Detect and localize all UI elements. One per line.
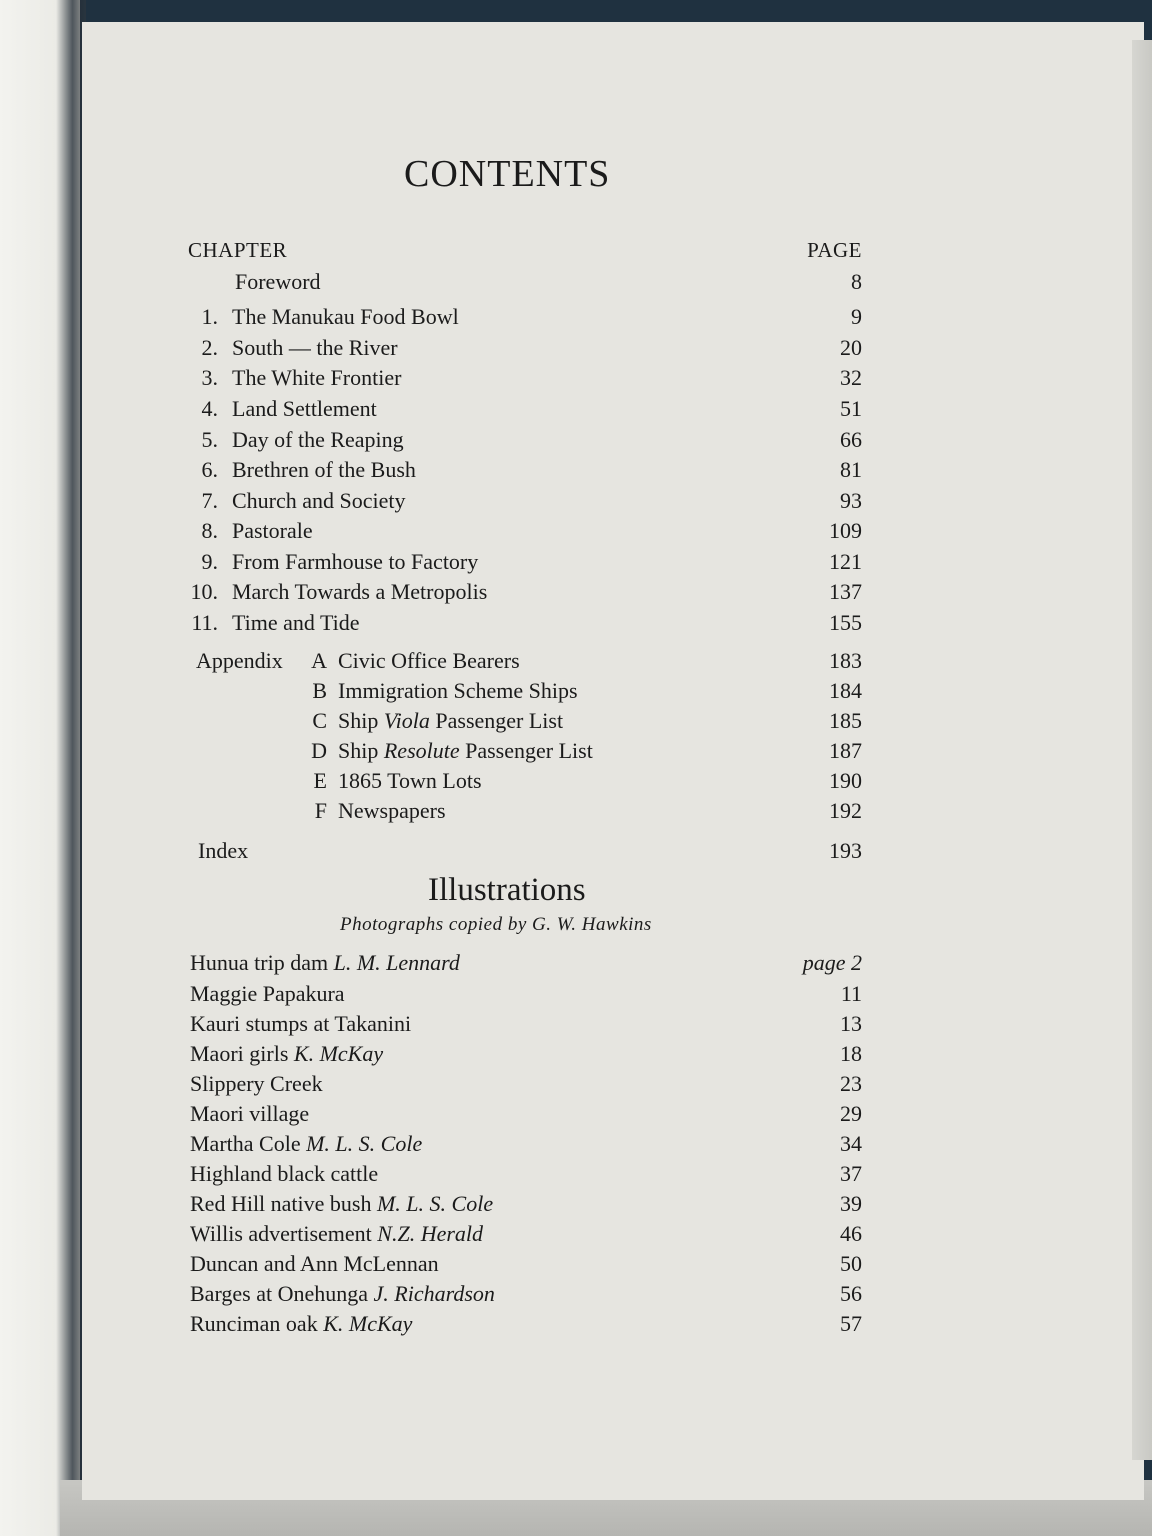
- illustration-title: Martha Cole: [190, 1131, 307, 1156]
- illustration-title: Kauri stumps at Takanini: [190, 1011, 412, 1036]
- illustration-credit: L. M. Lennard: [333, 950, 460, 975]
- illustration-title: Duncan and Ann McLennan: [190, 1251, 439, 1276]
- appendix-page: 185: [829, 708, 862, 733]
- index-page: 193: [829, 838, 862, 863]
- illustration-caption: [190, 1161, 378, 1187]
- chapter-number: 7.: [201, 488, 218, 513]
- chapter-row: [0, 579, 1152, 609]
- appendix-letter: A: [311, 648, 327, 673]
- appendix-title: [338, 798, 446, 824]
- appendix-page: 192: [829, 798, 862, 823]
- chapter-title: Church and Society: [232, 488, 406, 513]
- chapter-row: [0, 427, 1152, 457]
- illustration-row: [0, 1011, 1152, 1041]
- chapter-page: 121: [829, 549, 862, 574]
- illustration-row: [0, 1281, 1152, 1311]
- chapter-number: 1.: [201, 304, 218, 329]
- illustration-page: 18: [840, 1041, 862, 1066]
- illustration-caption: [190, 1071, 323, 1097]
- illustration-page: 13: [840, 1011, 862, 1036]
- chapter-number: 8.: [201, 518, 218, 543]
- appendix-title-text: Newspapers: [338, 798, 446, 823]
- chapter-row: [0, 610, 1152, 640]
- illustration-credit: M. L. S. Cole: [376, 1191, 494, 1216]
- chapter-page: 81: [840, 457, 862, 482]
- appendix-page: 184: [829, 678, 862, 703]
- illustration-title: Hunua trip dam: [190, 950, 334, 975]
- illustration-credit: J. Richardson: [373, 1281, 495, 1306]
- illustration-page: 11: [840, 981, 862, 1006]
- appendix-ship-name: Resolute: [383, 738, 460, 763]
- illustration-caption: [190, 1131, 422, 1157]
- illustration-row: [0, 1311, 1152, 1341]
- appendix-row: [0, 798, 1152, 828]
- chapter-page: 109: [829, 518, 862, 543]
- chapter-row: [0, 269, 1152, 299]
- chapter-title: March Towards a Metropolis: [232, 579, 488, 604]
- illustrations-heading: Illustrations: [428, 872, 586, 908]
- chapter-row: [0, 457, 1152, 487]
- appendix-row: [0, 708, 1152, 738]
- illustration-row: [0, 950, 1152, 980]
- index-entry: [0, 838, 1152, 868]
- illustration-title: Runciman oak: [190, 1311, 324, 1336]
- chapter-number: 10.: [190, 579, 218, 604]
- chapter-number: 2.: [201, 335, 218, 360]
- page-column-header: PAGE: [807, 238, 862, 262]
- illustration-page: 56: [840, 1281, 862, 1306]
- chapter-number: 6.: [201, 457, 218, 482]
- illustrations-subtitle: Photographs copied by G. W. Hawkins: [340, 914, 652, 935]
- appendix-row: [0, 768, 1152, 798]
- illustration-caption: [190, 1311, 412, 1337]
- appendix-letter: B: [312, 678, 327, 703]
- illustration-title: Highland black cattle: [190, 1161, 379, 1186]
- chapter-row: [0, 518, 1152, 548]
- illustration-caption: [190, 1221, 483, 1247]
- illustration-row: [0, 1161, 1152, 1191]
- illustration-caption: [190, 1101, 309, 1127]
- chapter-column-header: CHAPTER: [188, 238, 288, 262]
- illustration-page: 39: [840, 1191, 862, 1216]
- illustration-page: 57: [840, 1311, 862, 1336]
- illustration-caption: [190, 1251, 439, 1277]
- illustration-title: Willis advertisement: [190, 1221, 378, 1246]
- illustration-caption: [190, 981, 345, 1007]
- chapter-page: 51: [840, 396, 862, 421]
- illustration-page: 37: [840, 1161, 862, 1186]
- appendix-title: [338, 678, 578, 704]
- appendix-title-text: Passenger List: [459, 738, 593, 763]
- illustration-page: 46: [840, 1221, 862, 1246]
- illustration-row: [0, 1221, 1152, 1251]
- appendix-title: [338, 708, 563, 734]
- appendix-title-text: Ship: [338, 708, 384, 733]
- appendix-page: 187: [829, 738, 862, 763]
- chapter-number: 9.: [201, 549, 218, 574]
- illustration-page: 34: [840, 1131, 862, 1156]
- illustration-page: page 2: [802, 950, 862, 975]
- illustration-credit: K. McKay: [323, 1311, 413, 1336]
- illustration-row: [0, 981, 1152, 1011]
- illustration-title: Maggie Papakura: [190, 981, 345, 1006]
- chapter-title: South — the River: [232, 335, 398, 360]
- illustration-credit: M. L. S. Cole: [306, 1131, 423, 1156]
- appendix-title-text: Civic Office Bearers: [338, 648, 520, 673]
- chapter-page: 66: [840, 427, 862, 452]
- chapter-page: 137: [829, 579, 862, 604]
- illustration-credit: K. McKay: [293, 1041, 384, 1066]
- chapter-page: 20: [840, 335, 862, 360]
- chapter-row: [0, 335, 1152, 365]
- appendix-letter: C: [312, 708, 327, 733]
- appendix-ship-name: Viola: [383, 708, 430, 733]
- appendix-page: 183: [829, 648, 862, 673]
- chapter-title: Land Settlement: [232, 396, 377, 421]
- illustration-row: [0, 1131, 1152, 1161]
- chapter-row: [0, 488, 1152, 518]
- appendix-row: [0, 648, 1152, 678]
- appendix-letter: E: [313, 768, 327, 793]
- appendix-title-text: Immigration Scheme Ships: [338, 678, 578, 703]
- illustration-title: Maori girls: [190, 1041, 294, 1066]
- appendix-row: [0, 678, 1152, 708]
- illustration-row: [0, 1101, 1152, 1131]
- appendix-title: [338, 648, 520, 674]
- illustration-title: Barges at Onehunga: [190, 1281, 374, 1306]
- chapter-row: [0, 365, 1152, 395]
- illustration-caption: [190, 1041, 383, 1067]
- chapter-title: Brethren of the Bush: [232, 457, 416, 482]
- appendix-title-text: 1865 Town Lots: [338, 768, 482, 793]
- appendix-label: Appendix: [196, 648, 283, 673]
- illustration-row: [0, 1071, 1152, 1101]
- chapter-title: Day of the Reaping: [232, 427, 404, 452]
- illustration-row: [0, 1191, 1152, 1221]
- chapter-title: From Farmhouse to Factory: [232, 549, 479, 574]
- appendix-letter: D: [311, 738, 327, 763]
- appendix-letter: F: [314, 798, 327, 823]
- chapter-title: The Manukau Food Bowl: [232, 304, 459, 329]
- appendix-title-text: Passenger List: [429, 708, 564, 733]
- chapter-row: [0, 396, 1152, 426]
- illustration-credit: N.Z. Herald: [377, 1221, 484, 1246]
- illustration-caption: [190, 950, 460, 976]
- chapter-title: Pastorale: [232, 518, 313, 543]
- appendix-row: [0, 738, 1152, 768]
- chapter-number: 5.: [201, 427, 218, 452]
- chapter-page: 155: [829, 610, 862, 635]
- chapter-row: [0, 549, 1152, 579]
- chapter-title: Foreword: [235, 269, 321, 294]
- page-title: CONTENTS: [404, 153, 611, 195]
- appendix-page: 190: [829, 768, 862, 793]
- illustration-page: 50: [840, 1251, 862, 1276]
- chapter-page: 93: [840, 488, 862, 513]
- index-label: Index: [198, 838, 249, 863]
- appendix-title-text: Ship: [338, 738, 384, 763]
- illustration-page: 29: [840, 1101, 862, 1126]
- chapter-row: [0, 304, 1152, 334]
- illustration-title: Red Hill native bush: [190, 1191, 377, 1216]
- chapter-title: The White Frontier: [232, 365, 402, 390]
- chapter-number: 3.: [201, 365, 218, 390]
- illustration-caption: [190, 1281, 495, 1307]
- appendix-title: [338, 738, 593, 764]
- chapter-page: 9: [851, 304, 862, 329]
- chapter-page: 8: [851, 269, 862, 294]
- illustration-caption: [190, 1011, 411, 1037]
- chapter-number: 11.: [191, 610, 218, 635]
- chapter-number: 4.: [201, 396, 218, 421]
- illustration-row: [0, 1041, 1152, 1071]
- illustration-row: [0, 1251, 1152, 1281]
- chapter-page: 32: [840, 365, 862, 390]
- appendix-title: [338, 768, 482, 794]
- illustration-title: Maori village: [190, 1101, 310, 1126]
- illustration-page: 23: [840, 1071, 862, 1096]
- illustration-caption: [190, 1191, 493, 1217]
- illustration-title: Slippery Creek: [190, 1071, 323, 1096]
- chapter-title: Time and Tide: [232, 610, 360, 635]
